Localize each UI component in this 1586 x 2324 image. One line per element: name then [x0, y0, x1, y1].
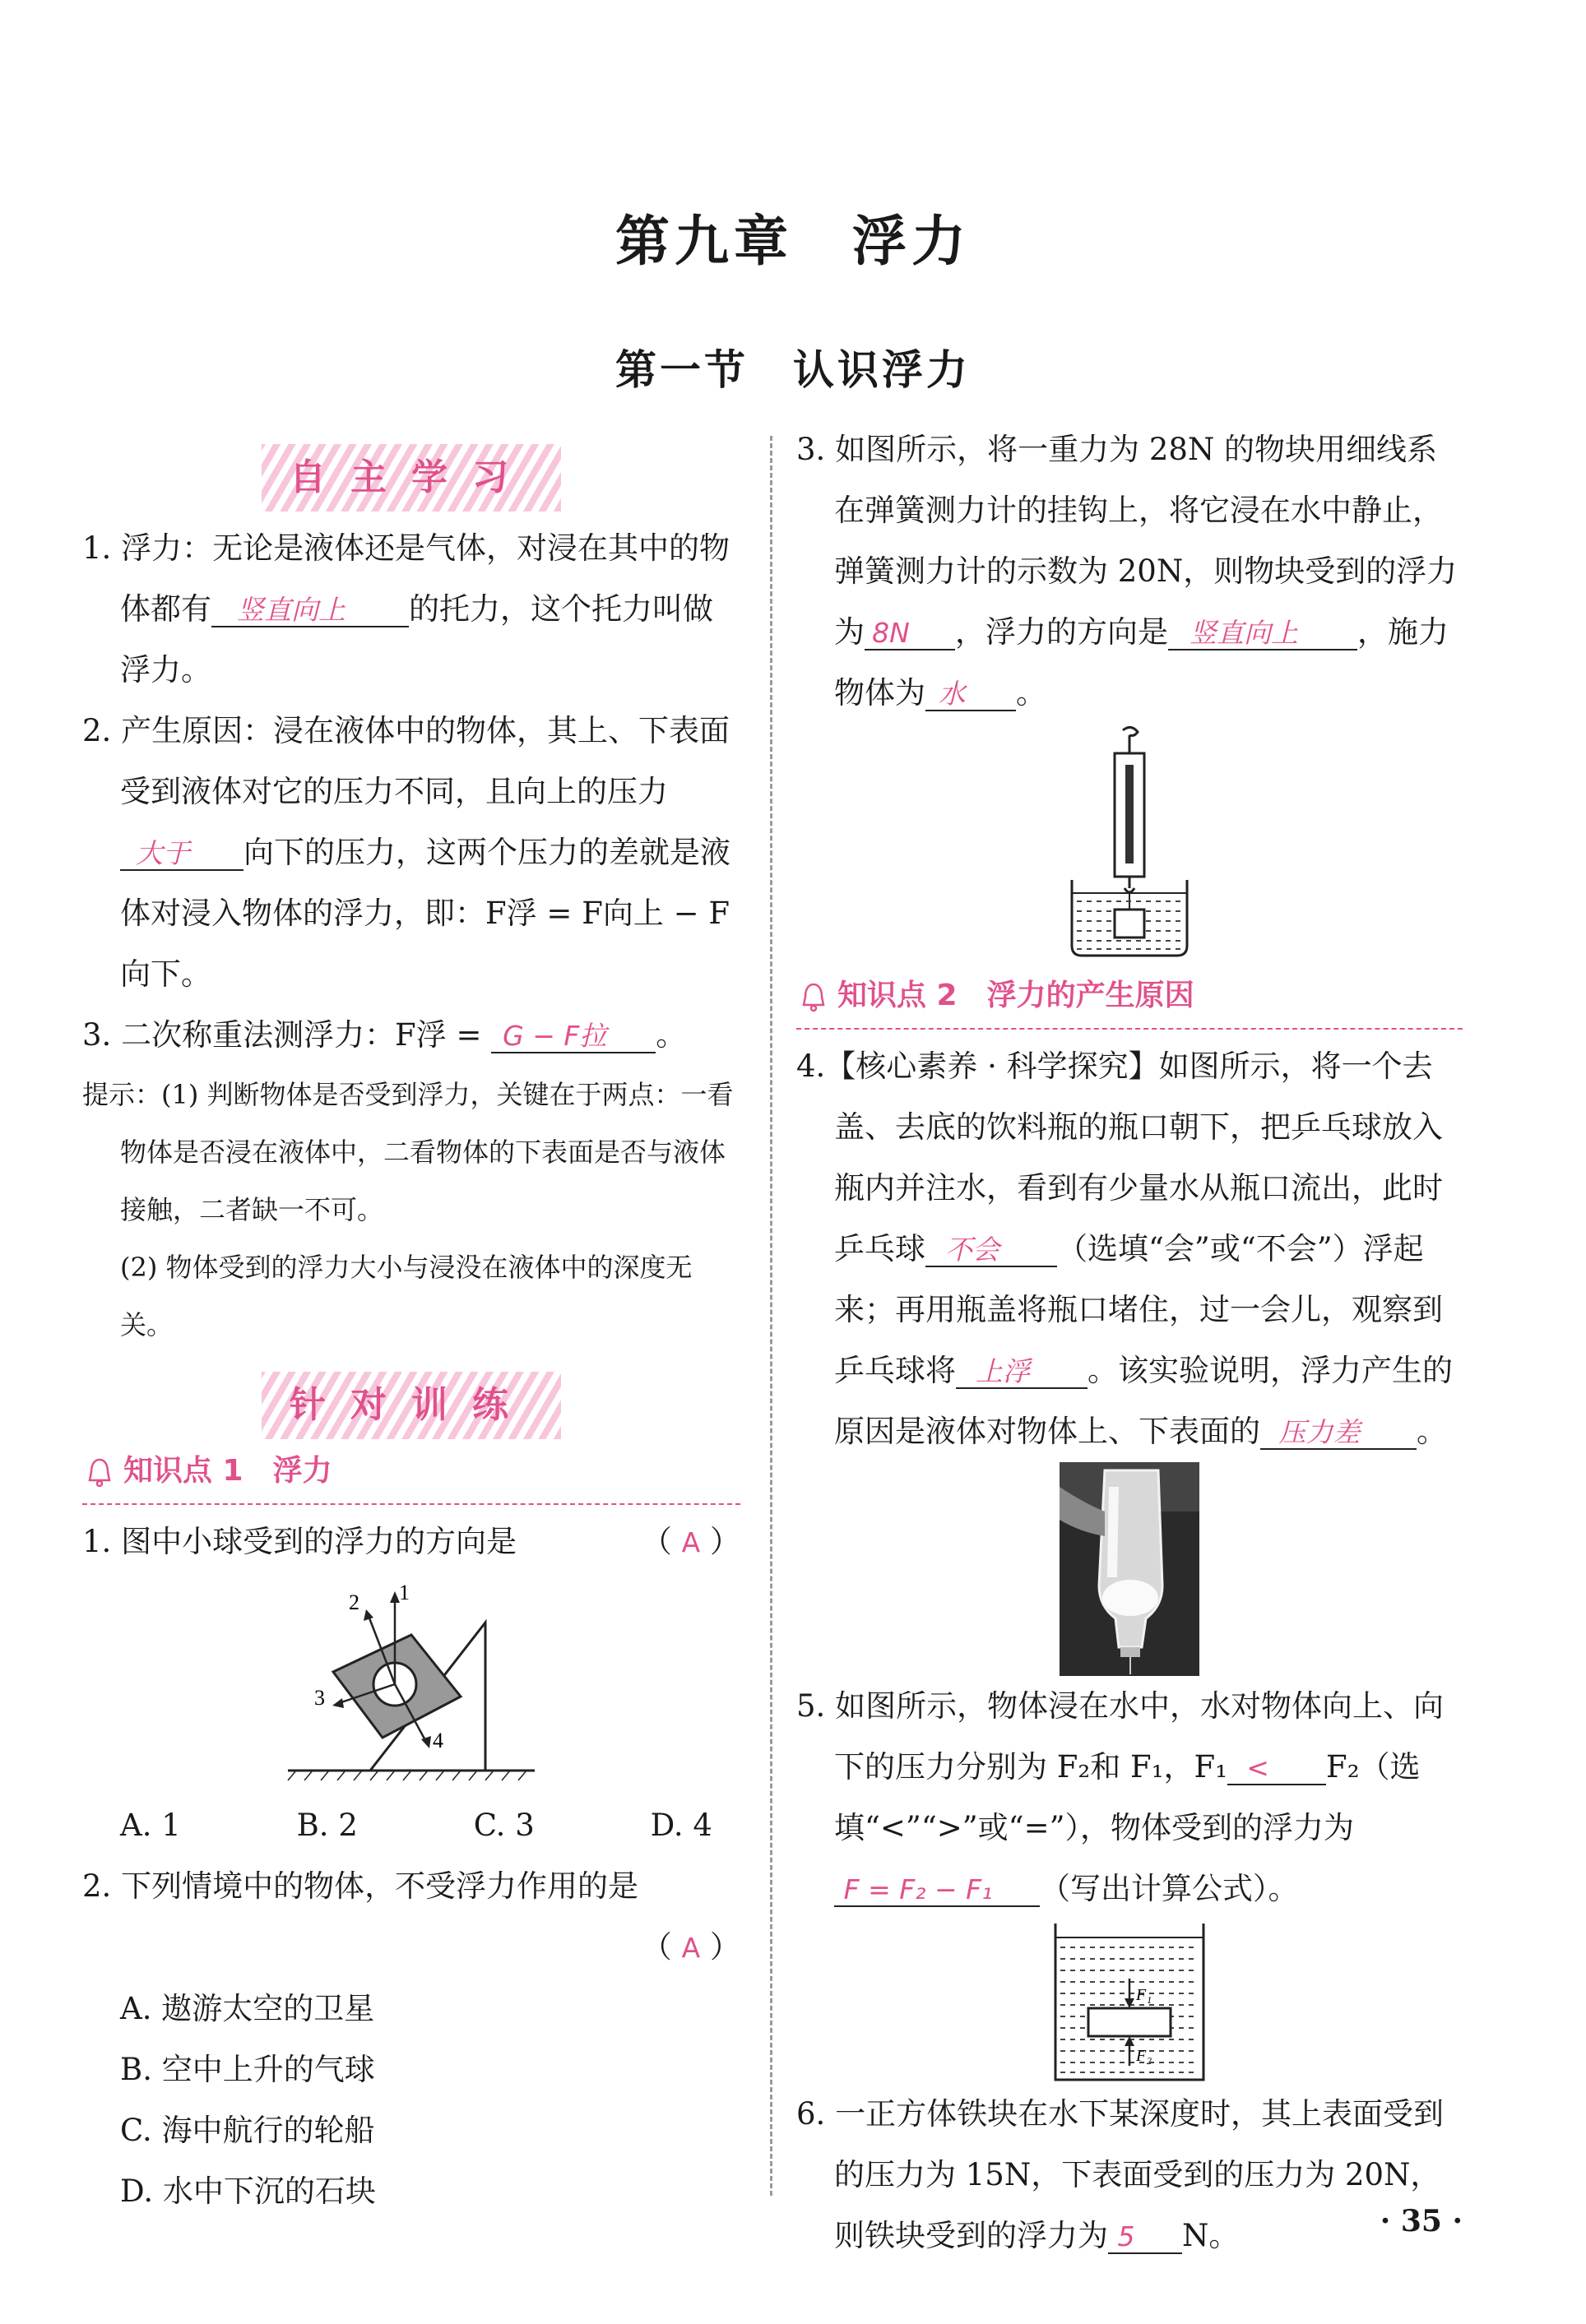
option-b: B. 空中上升的气球 — [120, 2052, 375, 2087]
answer-blank: 不会 — [925, 1234, 1057, 1267]
force-label-f1: F₁ — [1136, 1986, 1152, 2004]
option-d: D. 4 — [650, 1808, 712, 1843]
answer-blank: 8N — [865, 618, 955, 650]
banner-self-study: 自主学习 — [82, 444, 740, 518]
tip-1: 提示：(1) 判断物体是否受到浮力，关键在于两点：一看物体是否浸在液体中，二看物体的下表面是否与液体接触，二者缺一不可。 — [82, 1079, 734, 1225]
direction-label-2: 2 — [349, 1590, 359, 1614]
submerged-block-figure — [1047, 1919, 1212, 2084]
option-a: A. 1 — [120, 1808, 181, 1843]
practice-question-1: 1. 图中小球受到的浮力的方向是 （ A ） — [82, 1512, 740, 1573]
answer-blank: 大于 — [120, 838, 243, 871]
bell-icon — [86, 1457, 114, 1488]
direction-label-1: 1 — [399, 1581, 410, 1604]
ball-on-incline-figure — [271, 1573, 551, 1795]
force-label-f2: F₂ — [1136, 2047, 1152, 2065]
chapter-title: 第九章 浮力 — [615, 210, 971, 273]
banner-practice: 针对训练 — [82, 1372, 740, 1446]
answer-blank: 竖直向上 — [1168, 618, 1357, 650]
answer-bracket: （ A ） — [641, 1929, 740, 1965]
practice-question-2: 2. 下列情境中的物体，不受浮力作用的是 — [82, 1868, 639, 1904]
option-c: C. 海中航行的轮船 — [120, 2113, 375, 2148]
section-title: 第一节 认识浮力 — [615, 345, 971, 394]
answer-blank: 上浮 — [956, 1356, 1087, 1389]
practice-question-4: 4.【核心素养 · 科学探究】如图所示，将一个去盖、去底的饮料瓶的瓶口朝下，把乒乓球放入瓶内并注水，看到有少量水从瓶口流出，此时乒乓球 不会 （选填“会”或“不会”）浮起来；再用瓶盖将瓶口堵住，过一会儿，观察到乒乓球将 上浮 。该实验说明，浮力产生的原因是液体对物体上、下表面的 压力差 。 — [796, 1049, 1453, 1449]
question-1-options — [82, 1795, 712, 1856]
answer-blank: 水 — [925, 678, 1016, 711]
answer-blank: F = F₂ − F₁ — [834, 1874, 1040, 1907]
tip-2: (2) 物体受到的浮力大小与浸没在液体中的深度无关。 — [120, 1252, 693, 1340]
bottle-ping-pong-photo — [1060, 1462, 1199, 1676]
practice-question-5: 5. 如图所示，物体浸在水中，水对物体向上、向下的压力分别为 F₂和 F₁，F₁ < F₂（选填“<”“>”或“=”），物体受到的浮力为F = F₂ − F₁ （写出计算公式）。 — [796, 1688, 1445, 1906]
option-c: C. 3 — [473, 1808, 535, 1843]
answer-blank: 5 — [1108, 2221, 1182, 2254]
practice-question-6: 6. 一正方体铁块在水下某深度时，其上表面受到的压力为 15N，下表面受到的压力为 20N，则铁块受到的浮力为 5 N。 — [796, 2096, 1445, 2253]
summary-item-1: 1. 浮力：无论是液体还是气体，对浸在其中的物体都有 竖直向上 的托力，这个托力叫做浮力。 — [82, 530, 730, 687]
answer-blank: < — [1227, 1752, 1326, 1785]
option-b: B. 2 — [296, 1808, 358, 1843]
column-divider — [770, 436, 772, 2196]
practice-question-3: 3. 如图所示，将一重力为 28N 的物块用细线系在弹簧测力计的挂钩上，将它浸在水中静止，弹簧测力计的示数为 20N，则物块受到的浮力为 8N ，浮力的方向是 竖直向上 ，施力物体为 水 。 — [796, 432, 1458, 711]
answer-bracket: （ A ） — [641, 1524, 740, 1559]
answer-blank: 压力差 — [1260, 1417, 1417, 1450]
direction-label-3: 3 — [314, 1686, 325, 1710]
answer-blank: G − F拉 — [491, 1021, 656, 1053]
answer-blank: 竖直向上 — [211, 595, 409, 627]
direction-label-4: 4 — [433, 1729, 443, 1752]
left-column — [82, 444, 740, 2222]
knowledge-point-1-header: 知识点 1 浮力 — [82, 1446, 740, 1505]
option-a: A. 遨游太空的卫星 — [120, 1991, 375, 2026]
right-column — [796, 419, 1463, 2266]
summary-item-2: 2. 产生原因：浸在液体中的物体，其上、下表面受到液体对它的压力不同，且向上的压力大于 向下的压力，这两个压力的差就是液体对浸入物体的浮力，即：F浮 = F向上 − F向下。 — [82, 713, 730, 992]
knowledge-point-2-header: 知识点 2 浮力的产生原因 — [796, 970, 1463, 1030]
page-number: · 35 · — [1380, 2204, 1463, 2238]
bell-icon — [800, 982, 828, 1013]
spring-scale-beaker-figure — [1047, 724, 1212, 962]
option-d: D. 水中下沉的石块 — [120, 2174, 376, 2209]
summary-item-3: 3. 二次称重法测浮力：F浮 = G − F拉 。 — [82, 1017, 687, 1053]
